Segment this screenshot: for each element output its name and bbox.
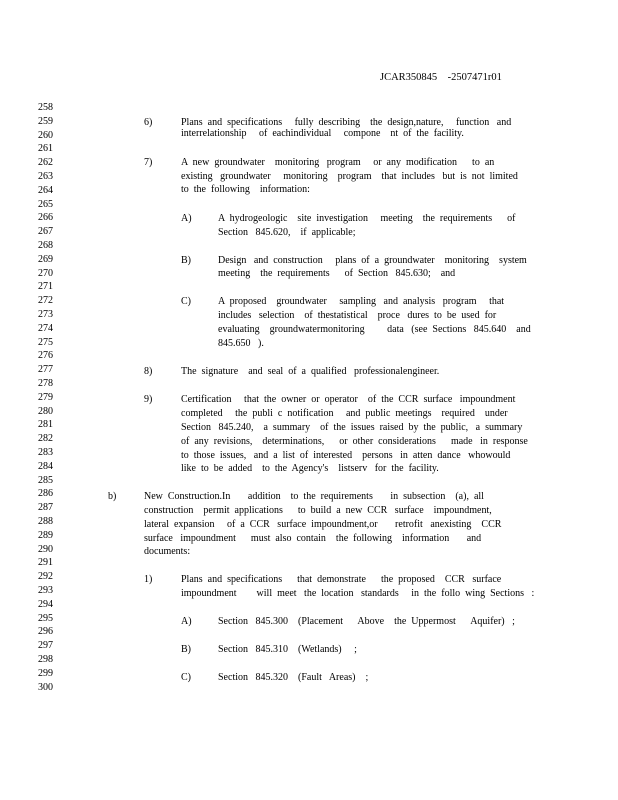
line-number: 300 [38, 681, 53, 693]
text-line-266: A hydrogeologic site investigation meeting the requirements of [218, 213, 516, 224]
line-number: 278 [38, 378, 53, 389]
line-number: 296 [38, 626, 53, 638]
text-line-277: The signature and seal of a qualified professionalengineer. [181, 366, 440, 377]
text-line-283: to those issues, and a list of interested persons in atten dance whowould [181, 450, 511, 461]
line-number: 276 [38, 350, 53, 362]
line-number: 270 [38, 267, 53, 279]
text-line-284: like to be added to the Agency's listserv for the facility. [181, 463, 439, 474]
text-line-289: surface impoundment must also contain the following information and [144, 533, 482, 544]
line-number: 285 [38, 474, 53, 486]
document-id: JCAR350845 -2507471r01 [380, 72, 502, 83]
line-number: 279 [38, 391, 53, 403]
text-line-272: A proposed groundwater sampling and analysis program that [218, 296, 505, 307]
line-number: 280 [38, 405, 53, 417]
text-line-264: to the following information: [181, 184, 310, 195]
text-line-259: Plans and specifications fully describing the design,nature, function and [181, 117, 512, 128]
line-number: 294 [38, 598, 53, 610]
line-number: 265 [38, 198, 53, 210]
line-number: 267 [38, 226, 53, 238]
text-line-286: New Construction.In addition to the requirements in subsection (a), all [144, 491, 484, 502]
text-line-288: lateral expansion of a CCR surface impoundment,or retrofit anexisting CCR [144, 519, 502, 530]
line-number: 259 [38, 115, 53, 127]
text-line-282: of any revisions, determinations, or other considerations made in response [181, 436, 528, 447]
line-number: 298 [38, 654, 53, 665]
line-number: 272 [38, 295, 53, 307]
line-number: 261 [38, 143, 53, 155]
line-number: 291 [38, 557, 53, 569]
text-line-267: Section 845.620, if applicable; [218, 227, 356, 238]
line-number: 283 [38, 447, 53, 458]
text-line-295: Section 845.300 (Placement Above the Uppermost Aquifer) ; [218, 616, 515, 627]
item-marker-9: 9) [144, 394, 153, 405]
line-number: 295 [38, 612, 53, 624]
text-line-281: Section 845.240, a summary of the issues raised by the public, a summary [181, 422, 523, 433]
text-line-280: completed the publi c notification and public meetings required under [181, 408, 508, 419]
line-number: 260 [38, 129, 53, 141]
text-line-263: existing groundwater monitoring program that includes but is not limited [181, 171, 518, 182]
text-line-274: evaluating groundwatermonitoring data (see Sections 845.640 and [218, 324, 531, 335]
line-number: 287 [38, 502, 53, 514]
text-line-273: includes selection of thestatistical proce dures to be used for [218, 310, 497, 321]
line-number: 263 [38, 171, 53, 182]
line-number: 297 [38, 640, 53, 652]
subitem-marker-b-2: B) [181, 644, 191, 655]
item-marker-7: 7) [144, 157, 153, 168]
line-number: 258 [38, 102, 53, 113]
text-line-297: Section 845.310 (Wetlands) ; [218, 644, 357, 655]
text-line-279: Certification that the owner or operator of the CCR surface impoundment [181, 394, 516, 405]
line-number: 293 [38, 585, 53, 596]
line-number: 290 [38, 543, 53, 555]
line-number: 281 [38, 419, 53, 431]
line-number: 299 [38, 667, 53, 679]
line-number: 266 [38, 212, 53, 224]
line-number: 269 [38, 253, 53, 265]
line-number: 268 [38, 240, 53, 251]
line-number: 284 [38, 460, 53, 472]
line-number: 292 [38, 571, 53, 583]
text-line-292: Plans and specifications that demonstrate the proposed CCR surface [181, 574, 502, 585]
text-line-269: Design and construction plans of a groundwater monitoring system [218, 255, 527, 266]
line-number: 288 [38, 516, 53, 527]
text-line-290: documents: [144, 546, 191, 557]
line-number: 282 [38, 433, 53, 445]
line-number: 262 [38, 157, 53, 169]
line-number: 264 [38, 184, 53, 196]
subitem-marker-c-2: C) [181, 672, 191, 683]
subitem-marker-a-2: A) [181, 616, 192, 627]
line-number: 286 [38, 488, 53, 500]
line-number: 271 [38, 281, 53, 293]
item-marker-1: 1) [144, 574, 153, 585]
line-number: 277 [38, 364, 53, 376]
text-line-262: A new groundwater monitoring program or any modification to an [181, 157, 495, 168]
text-line-260: interrelationship of eachindividual compone nt of the facility. [181, 128, 464, 139]
subitem-marker-a: A) [181, 213, 192, 224]
line-number: 275 [38, 336, 53, 348]
text-line-275: 845.650 ). [218, 338, 264, 349]
item-marker-8: 8) [144, 366, 153, 377]
line-number: 273 [38, 309, 53, 320]
item-marker-6: 6) [144, 117, 153, 128]
text-line-293: impoundment will meet the location standards in the follo wing Sections : [181, 588, 535, 599]
text-line-270: meeting the requirements of Section 845.630; and [218, 268, 456, 279]
line-number: 289 [38, 529, 53, 541]
text-line-299: Section 845.320 (Fault Areas) ; [218, 672, 369, 683]
subitem-marker-c: C) [181, 296, 191, 307]
line-number: 274 [38, 322, 53, 334]
subitem-marker-b: B) [181, 255, 191, 266]
subsection-marker-b: b) [108, 491, 117, 502]
text-line-287: construction permit applications to build a new CCR surface impoundment, [144, 505, 492, 516]
